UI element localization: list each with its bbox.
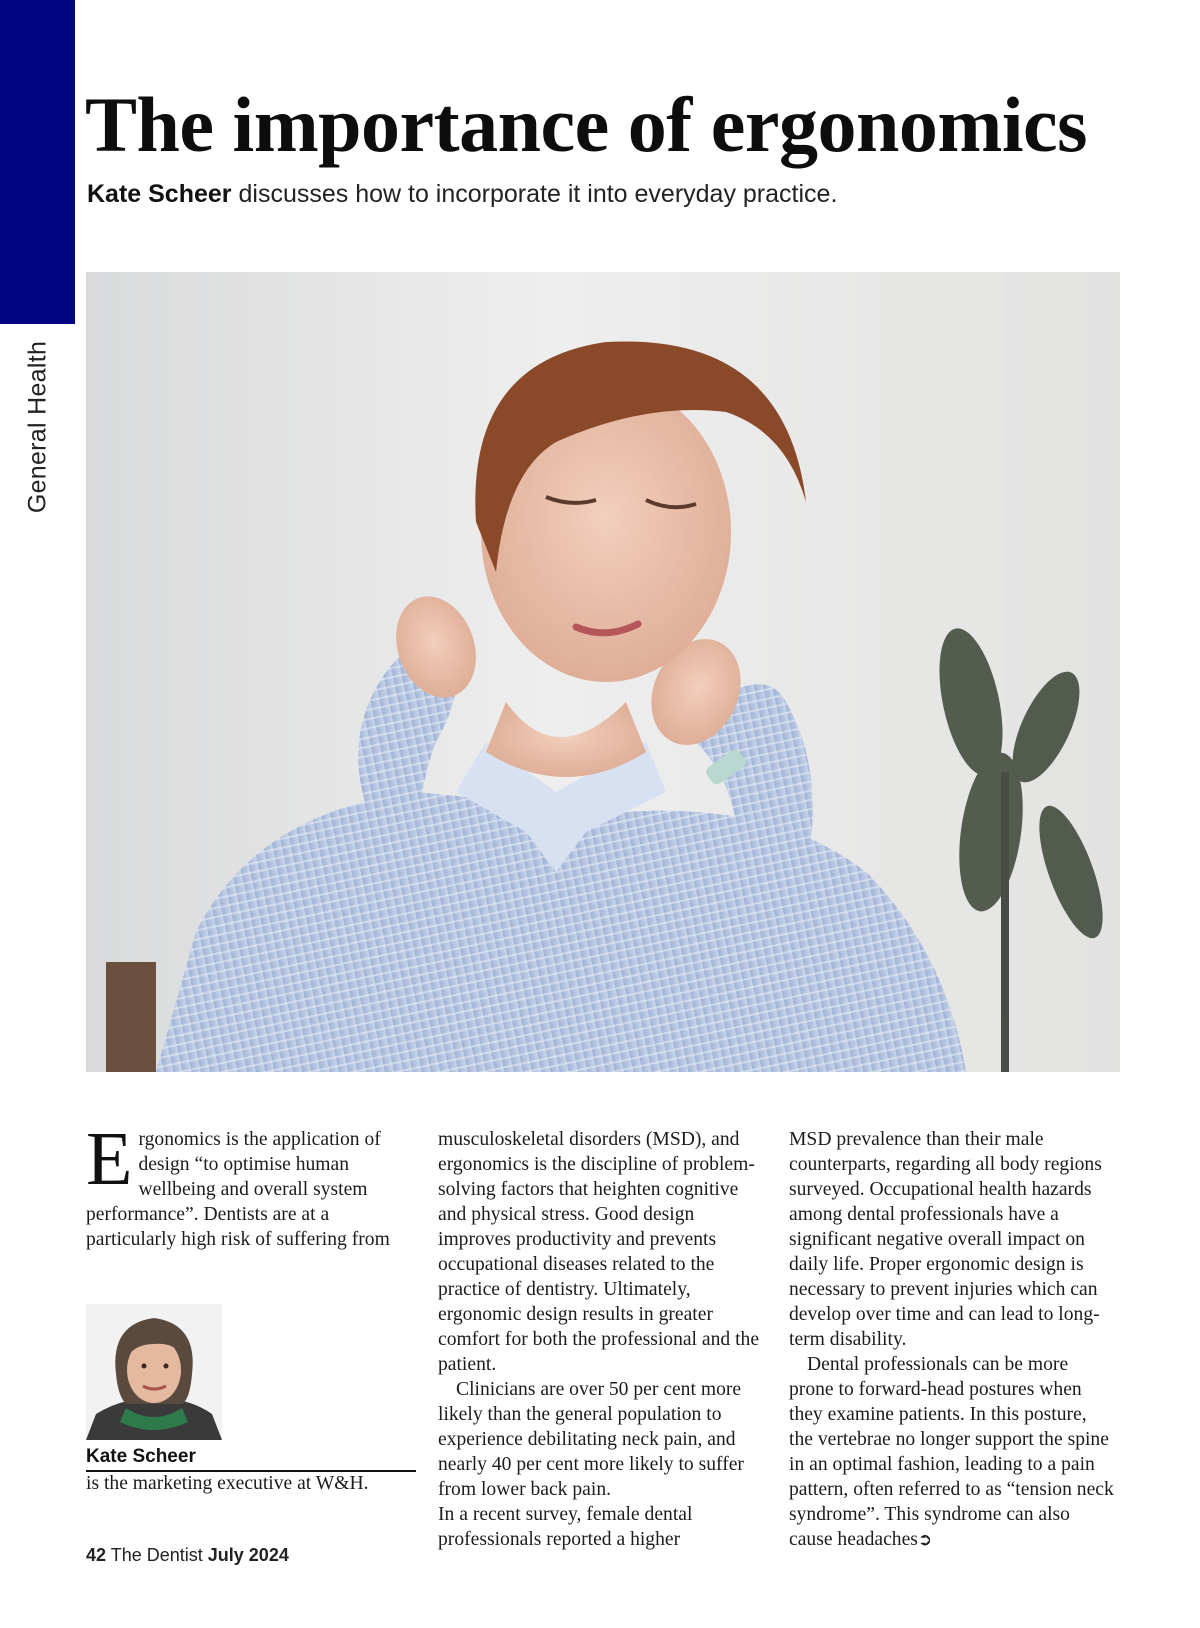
standfirst bbox=[87, 180, 837, 209]
body-paragraph: In a recent survey, female dental professionals reported a higher bbox=[438, 1504, 693, 1550]
continue-arrow-icon: ➲ bbox=[917, 1530, 933, 1550]
body-paragraph: musculoskeletal disorders (MSD), and ergonomics is the discipline of problem-solving factors that heighten cognitive and physical stress. Good design improves productivity and prevents occupational diseases related to the practice of dentistry. Ultimately, ergonomic design results in greater comfort for both the professional and the patient. bbox=[438, 1129, 760, 1375]
section-color-bar bbox=[0, 0, 75, 324]
hero-photo-woman-neck-pain bbox=[86, 272, 1120, 1072]
section-label: General Health bbox=[23, 340, 52, 514]
body-paragraph: Clinicians are over 50 per cent more likely than the general population to experience debilitating neck pain, and nearly 40 per cent more likely to suffer from lower back pain. bbox=[438, 1379, 744, 1500]
body-column-1 bbox=[86, 1117, 411, 1252]
standfirst-text: discusses how to incorporate it into everyday practice. bbox=[238, 180, 838, 208]
body-paragraph: MSD prevalence than their male counterparts, regarding all body regions surveyed. Occupational health hazards among dental professionals have a significant negative overall impact on daily life. Proper ergonomic design is necessary to prevent injuries which can develop over time and can lead to long-term disability. bbox=[789, 1129, 1102, 1350]
author-photo bbox=[86, 1304, 222, 1440]
page-footer bbox=[86, 1545, 289, 1566]
article-title: The importance of ergonomics bbox=[85, 81, 1087, 168]
issue-date: July 2024 bbox=[207, 1545, 289, 1565]
drop-cap: E bbox=[86, 1117, 133, 1201]
page-number: 42 bbox=[86, 1545, 107, 1565]
body-column-3 bbox=[789, 1127, 1114, 1553]
body-paragraph: Dental professionals can be more prone to forward-head postures when they examine patients. In this posture, the vertebrae no longer support the spine in an optimal fashion, leading to a pain pattern, often referred to as “tension neck syndrome”. This syndrome can also cause headaches bbox=[789, 1354, 1114, 1550]
author-role: is the marketing executive at W&H. bbox=[86, 1473, 369, 1494]
author-name: Kate Scheer bbox=[86, 1445, 416, 1472]
standfirst-author: Kate Scheer bbox=[87, 180, 232, 208]
publication-name: The Dentist bbox=[110, 1545, 203, 1565]
body-paragraph: rgonomics is the application of design “to optimise human wellbeing and overall system performance”. Dentists are at a particularly high risk of suffering from bbox=[86, 1129, 390, 1250]
body-column-2 bbox=[438, 1127, 763, 1552]
